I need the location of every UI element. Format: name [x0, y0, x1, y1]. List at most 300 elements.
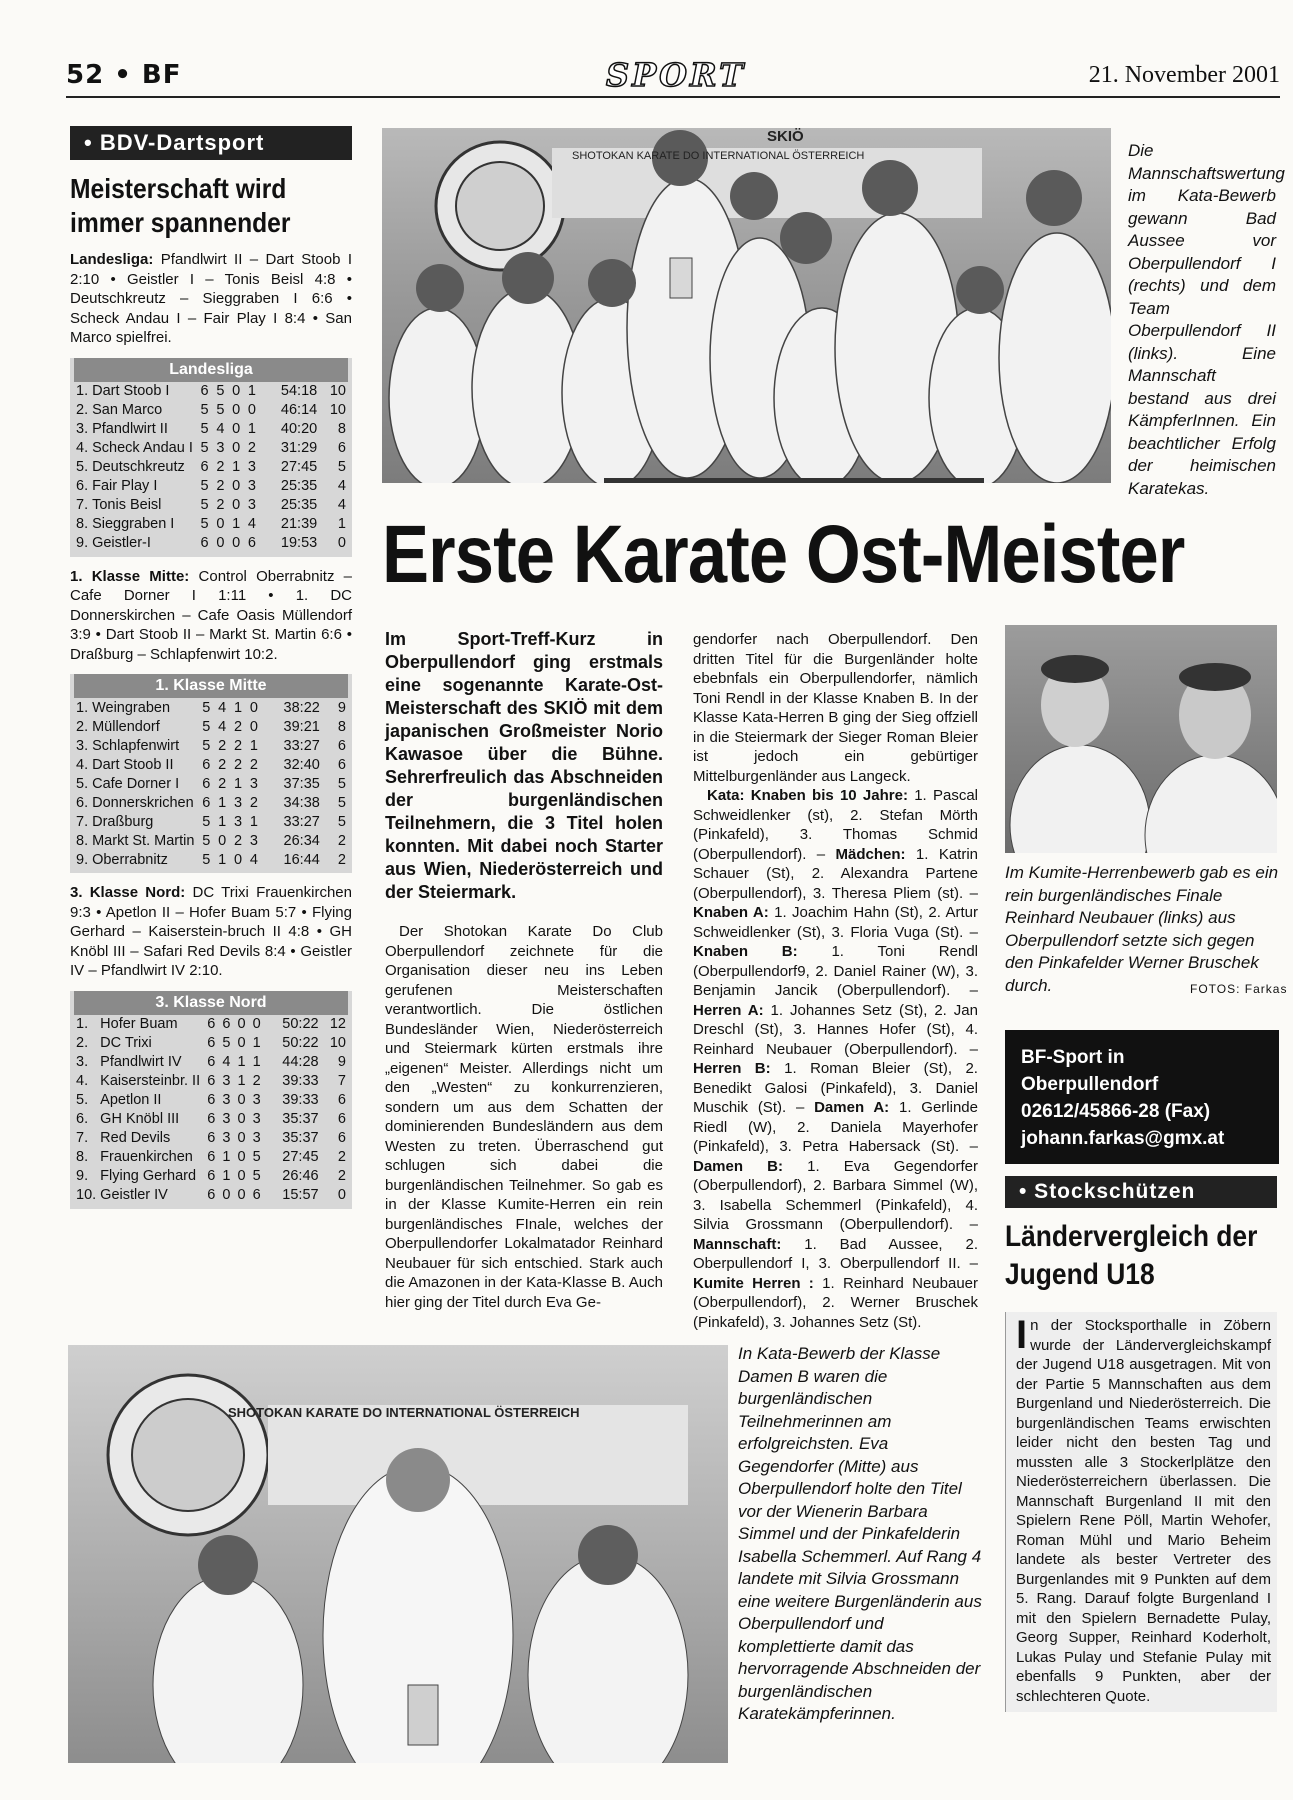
cell-score: 39:21: [283, 718, 320, 735]
result-category: Mädchen:: [835, 845, 906, 863]
cell-drawn: 0: [232, 383, 241, 399]
cell-drawn: 0: [232, 497, 241, 513]
cell-played: 5: [202, 737, 211, 754]
cell-lost: 3: [252, 1130, 261, 1146]
cell-score: 37:35: [283, 775, 320, 792]
table-landesliga: [70, 358, 352, 557]
darts-mitte-results: [70, 567, 352, 665]
cell-points: 10: [329, 402, 346, 418]
stock-kicker: • Stockschützen: [1005, 1176, 1277, 1208]
cell-rank: 7.: [76, 1130, 89, 1146]
cell-played: 6: [207, 1092, 216, 1108]
cell-played: 5: [200, 421, 209, 437]
table-title: 1. Klasse Mitte: [74, 674, 348, 698]
cell-played: 5: [200, 440, 209, 456]
table-row: [74, 774, 348, 793]
damen-photo-caption: In Kata-Bewerb der Klasse Damen B waren die burgenländischen Teilnehmerinnen am erfolgreichsten. Eva Gegendorfer (Mitte) aus Oberpullendorf holte den Titel vor der Wienerin Barbara Simmel und der Pinkafelderin Isabella Schemmerl. Auf Rang 4 landete mit Silvia Grossmann eine weitere Burgenländerin aus Oberpullendorf und komplettierte damit das hervorragende Abschneiden der burgenländischen Karatekämpferinnen.: [738, 1344, 982, 1723]
cell-won: 4: [218, 718, 227, 735]
infobox-email: johann.farkas@gmx.at: [1021, 1128, 1225, 1149]
cell-team-name: Hofer Buam: [100, 1016, 178, 1032]
cell-points: 5: [337, 794, 346, 811]
cell-drawn: 0: [232, 421, 241, 437]
cell-won: 2: [216, 459, 225, 475]
cell-played: 6: [207, 1130, 216, 1146]
cell-played: 6: [200, 383, 209, 399]
cell-drawn: 0: [237, 1035, 246, 1051]
cell-lost: 2: [249, 756, 258, 773]
kumite-photo: [1005, 625, 1277, 853]
darts-intro-text: Pfandlwirt II – Dart Stoob I 2:10 • Geistler I – Tonis Beisl 4:8 • Deutschkreutz – Sieggraben I 6:6 • Scheck Andau I – Fair Play I 8:4 • San Marco spielfrei.: [70, 251, 353, 346]
drop-cap: I: [1016, 1313, 1028, 1357]
cell-rank: 2.: [76, 1035, 89, 1051]
cell-team-name: Scheck Andau I: [92, 440, 193, 456]
cell-team-name: Flying Gerhard: [100, 1168, 197, 1184]
cell-drawn: 2: [233, 756, 243, 773]
cell-played: 6: [207, 1073, 216, 1089]
karate-column-2: [693, 630, 978, 1332]
cell-played: 5: [202, 813, 211, 830]
table-nord: [70, 991, 352, 1209]
table-row: [74, 1148, 348, 1167]
cell-won: 4: [218, 699, 227, 716]
damen-photo: [68, 1345, 728, 1763]
cell-points: 9: [337, 699, 346, 716]
table-row: [74, 534, 348, 553]
cell-won: 3: [222, 1073, 231, 1089]
cell-won: 3: [222, 1092, 231, 1108]
cell-won: 2: [218, 737, 227, 754]
table-row: [74, 1053, 348, 1072]
stock-body: [1005, 1312, 1277, 1712]
cell-won: 4: [222, 1054, 231, 1070]
stock-column: [1005, 1176, 1277, 1712]
cell-won: 3: [216, 440, 225, 456]
cell-drawn: 0: [237, 1092, 246, 1108]
table-row: [74, 698, 348, 717]
cell-points: 7: [337, 1073, 346, 1089]
table-row: [74, 1186, 348, 1205]
table-row: [74, 1091, 348, 1110]
cell-won: 5: [216, 402, 225, 418]
cell-lost: 3: [252, 1092, 261, 1108]
cell-drawn: 1: [237, 1073, 246, 1089]
cell-played: 5: [200, 516, 209, 532]
cell-team-name: Pfandlwirt II: [92, 421, 168, 437]
page-number: 52 • BF: [66, 60, 182, 90]
result-category: Knaben B:: [693, 943, 798, 960]
karate-lead: Im Sport-Treff-Kurz in Oberpullendorf ging erstmals eine sogenannte Karate-Ost-Meisterschaft des SKIÖ mit dem japanischen Großmeister Norio Kawasoe über die Bühne. Sehrerfreulich das Abschneiden der burgenländischen Teilnehmern, die 3 Titel holen konnten. Mit dabei noch Starter aus Wien, Niederösterreich und der Steiermark.: [385, 629, 663, 902]
cell-won: 2: [218, 775, 227, 792]
cell-rank: 2.: [76, 402, 89, 418]
cell-won: 5: [216, 383, 225, 399]
cell-lost: 6: [247, 535, 256, 551]
cell-drawn: 1: [233, 699, 243, 716]
cell-drawn: 0: [237, 1149, 246, 1165]
cell-won: 1: [218, 851, 227, 868]
cell-lost: 3: [247, 497, 256, 513]
cell-lost: 4: [247, 516, 256, 532]
stock-text: n der Stocksporthalle in Zöbern wurde der Ländervergleichskampf der Jugend U18 ausgetragen. Mit von der Partie 5 Mannschaften aus dem Burgenland und Niederösterreich. Die burgenländischen Teams erwischten leider nicht den besten Tag und mussten alle 3 Stockerlplätze den Niederösterreichern überlassen. Die Mannschaft Burgenland II mit den Spielern Rene Pöll, Martin Wehofer, Roman Mühl und Mario Beheim landete als bester Vertreter des Burgenlandes mit 9 Punkten auf dem 5. Rang. Darauf folgte Burgenland I mit den Spielern Bernadette Pulay, Georg Supper, Reinhard Koderholt, Lukas Pulay und Stefanie Pulay mit ebenfalls 9 Punkten, aber der schlechteren Quote.: [1016, 1317, 1271, 1705]
table-title: Landesliga: [74, 358, 348, 382]
cell-rank: 3.: [76, 1054, 89, 1070]
cell-team-name: Donnerskrichen: [92, 794, 194, 811]
cell-score: 35:37: [282, 1111, 319, 1127]
cell-played: 6: [200, 459, 209, 475]
cell-score: 33:27: [283, 737, 320, 754]
table-row: [74, 496, 348, 515]
cell-played: 6: [207, 1187, 216, 1203]
cell-won: 2: [218, 756, 227, 773]
cell-won: 1: [222, 1168, 231, 1184]
cell-lost: 2: [247, 440, 256, 456]
cell-points: 8: [337, 718, 346, 735]
cell-lost: 3: [249, 832, 258, 849]
cell-won: 5: [222, 1035, 231, 1051]
cell-rank: 5.: [76, 1092, 89, 1108]
table-row: [74, 1015, 348, 1034]
table-row: [74, 736, 348, 755]
cell-score: 39:33: [282, 1092, 319, 1108]
darts-intro-label: Landesliga:: [70, 251, 154, 268]
cell-score: 15:57: [282, 1187, 319, 1203]
table-row: [74, 812, 348, 831]
table-row: [74, 477, 348, 496]
table-row: [74, 755, 348, 774]
table-row: [74, 793, 348, 812]
table-row: [74, 1129, 348, 1148]
cell-score: 25:35: [280, 478, 318, 494]
cell-team-name: DC Trixi: [100, 1035, 152, 1051]
cell-team-name: Dart Stoob II: [92, 756, 174, 773]
cell-points: 2: [337, 1168, 346, 1184]
cell-team-name: Kaisersteinbr. II: [100, 1073, 201, 1089]
cell-points: 0: [337, 1187, 346, 1203]
cell-score: 33:27: [283, 813, 320, 830]
table-row: [74, 458, 348, 477]
cell-won: 0: [216, 535, 225, 551]
cell-won: 1: [218, 813, 227, 830]
cell-played: 6: [202, 794, 211, 811]
cell-drawn: 0: [232, 402, 241, 418]
cell-lost: 0: [249, 718, 258, 735]
cell-drawn: 0: [237, 1130, 246, 1146]
result-text: 1. Joachim Hahn (St), 2. Artur Schweidlenker (St), 3. Floria Vuga (St). –: [693, 904, 978, 941]
cell-rank: 9.: [76, 535, 89, 551]
cell-lost: 2: [249, 794, 258, 811]
result-category: Kata: Knaben bis 10 Jahre:: [707, 787, 908, 804]
darts-mitte-text: Control Oberrabnitz – Cafe Dorner I 1:11 • 1. DC Donnerskirchen – Cafe Oasis Müllendorf 3:9 • Dart Stoob II – Markt St. Martin 6:6 • Draßburg – Schlapfenwirt 10:2.: [70, 567, 352, 663]
cell-played: 5: [200, 497, 209, 513]
cell-won: 3: [222, 1111, 231, 1127]
cell-score: 50:22: [282, 1035, 319, 1051]
cell-played: 5: [200, 478, 209, 494]
cell-points: 0: [337, 535, 346, 551]
cell-drawn: 0: [232, 440, 241, 456]
cell-played: 5: [202, 699, 211, 716]
cell-rank: 7.: [76, 497, 89, 513]
cell-score: 25:35: [280, 497, 318, 513]
cell-team-name: Fair Play I: [92, 478, 158, 494]
cell-points: 4: [337, 478, 346, 494]
cell-played: 6: [207, 1054, 216, 1070]
cell-score: 38:22: [283, 699, 320, 716]
cell-team-name: Draßburg: [92, 813, 154, 830]
cell-points: 5: [337, 775, 346, 792]
result-text: 1. Bad Aussee, 2. Oberpullendorf I, 3. Oberpullendorf II. –: [693, 1235, 978, 1272]
cell-rank: 4.: [76, 440, 89, 456]
cell-played: 6: [207, 1111, 216, 1127]
cell-played: 5: [202, 718, 211, 735]
cell-rank: 8.: [76, 1149, 89, 1165]
cell-points: 5: [337, 813, 346, 830]
table-row: [74, 401, 348, 420]
section-title: SPORT: [606, 56, 746, 94]
cell-drawn: 0: [237, 1187, 246, 1203]
table-row: [74, 717, 348, 736]
cell-rank: 1.: [76, 699, 89, 716]
cell-points: 6: [337, 737, 346, 754]
table-row: [74, 1034, 348, 1053]
cell-score: 39:33: [282, 1073, 319, 1089]
cell-drawn: 0: [232, 535, 241, 551]
standings-table: [74, 698, 348, 869]
cell-lost: 0: [252, 1016, 261, 1032]
page-header: [66, 56, 1280, 98]
cell-won: 2: [216, 497, 225, 513]
team-photo-caption: Die Mannschaftswertung im Kata-Bewerb gewann Bad Aussee vor Oberpullendorf I (rechts) und dem Team Oberpullendorf II (links). Eine Mannschaft bestand aus drei KämpferInnen. Ein beachtlicher Erfolg der heimischen Karatekas.: [1128, 141, 1285, 498]
cell-team-name: Apetlon II: [100, 1092, 162, 1108]
result-category: Damen B:: [693, 1157, 783, 1175]
cell-team-name: GH Knöbl III: [100, 1111, 180, 1127]
infobox-fax: 02612/45866-28 (Fax): [1021, 1101, 1211, 1122]
table-row: [74, 439, 348, 458]
cell-rank: 3.: [76, 421, 89, 437]
cell-rank: 4.: [76, 1073, 89, 1089]
cell-points: 2: [337, 851, 346, 868]
cell-score: 35:37: [282, 1130, 319, 1146]
cell-team-name: Oberrabnitz: [92, 851, 168, 868]
result-text: 1. Gerlinde Riedl (W), 2. Daniela Mayerhofer (Pinkafeld), 3. Petra Habersack (St). –: [693, 1099, 978, 1155]
cell-points: 5: [337, 459, 346, 475]
cell-rank: 4.: [76, 756, 89, 773]
result-category: Damen A:: [814, 1099, 890, 1116]
karate-results: [693, 786, 978, 1332]
cell-points: 4: [337, 497, 346, 513]
darts-nord-text: DC Trixi Frauenkirchen 9:3 • Apetlon II – Hofer Buam 5:7 • Flying Gerhard – Kaiserstein-bruch II 4:8 • GH Knöbl III – Safari Red Devils 8:4 • Geistler IV – Pfandlwirt IV 2:10.: [70, 884, 352, 979]
kumite-photo-caption: Im Kumite-Herrenbewerb gab es ein rein burgenländisches Finale Reinhard Neubauer (links) aus Oberpullendorf setzte sich gegen den Pinkafelder Werner Bruschek durch.: [1005, 863, 1279, 995]
cell-score: 46:14: [280, 402, 318, 418]
result-text: 1. Eva Gegendorfer (Oberpullendorf), 2. Barbara Simmel (W), 3. Isabella Schemmerl (Pinkafeld), 4. Silvia Grossmann (Oberpullendorf). –: [693, 1157, 978, 1233]
team-photo-image: [382, 128, 1111, 483]
cell-rank: 3.: [76, 737, 89, 754]
cell-played: 6: [207, 1149, 216, 1165]
issue-date: 21. November 2001: [1088, 62, 1280, 88]
cell-played: 6: [207, 1016, 216, 1032]
cell-team-name: Geistler IV: [100, 1187, 168, 1203]
cell-drawn: 1: [232, 459, 241, 475]
table-mitte: [70, 674, 352, 873]
darts-nord-results: [70, 883, 352, 981]
cell-points: 6: [337, 440, 346, 456]
cell-rank: 10.: [76, 1187, 97, 1203]
result-category: Herren A:: [693, 1001, 764, 1019]
karate-column-1: [385, 628, 663, 1312]
cell-drawn: 0: [233, 851, 243, 868]
cell-lost: 1: [249, 813, 258, 830]
karate-headline: Erste Karate Ost-Meister: [382, 509, 1185, 600]
cell-lost: 3: [247, 459, 256, 475]
cell-drawn: 3: [233, 794, 243, 811]
cell-lost: 1: [247, 421, 256, 437]
cell-lost: 1: [249, 737, 258, 754]
cell-team-name: Red Devils: [100, 1130, 171, 1146]
team-photo: [382, 128, 1111, 483]
cell-points: 6: [337, 1111, 346, 1127]
cell-lost: 3: [249, 775, 258, 792]
cell-lost: 5: [252, 1168, 261, 1184]
cell-rank: 8.: [76, 832, 89, 849]
cell-lost: 0: [249, 699, 258, 716]
cell-team-name: Geistler-I: [92, 535, 151, 551]
result-text: 1. Reinhard Neubauer (Oberpullendorf), 2. Werner Bruschek (Pinkafeld), 3. Johannes Setz (St).: [693, 1274, 978, 1331]
karate-body-1: Der Shotokan Karate Do Club Oberpullendorf zeichnete für die Organisation dieser neu ins Leben gerufenen Meisterschaften verantwortlich. Die östlichen Bundesländer Wien, Niederösterreich und Steiermark kürten erstmals ihre „eigenen“ Meister. Allerdings nicht um den „Westen“ zu konkurrenzieren, sondern um aus dem Schatten der dominierenden Bundesländern aus dem Westen zu treten. Überraschend gut schlugen sich dabei die burgenländischen Teilnehmer. So gab es in der Klasse Kumite-Herren ein rein burgenländisches FInale, welches der Oberpullendorfer Lokalmatador Reinhard Neubauer für sich entschied. Stark auch die Amazonen in der Kata-Klasse B. Auch hier ging der Titel durch Eva Ge-: [385, 923, 663, 1311]
table-row: [74, 1167, 348, 1186]
cell-score: 27:45: [280, 459, 318, 475]
cell-score: 27:45: [282, 1149, 319, 1165]
infobox-title: BF-Sport in Oberpullendorf: [1021, 1047, 1159, 1095]
cell-team-name: San Marco: [92, 402, 163, 418]
cell-rank: 6.: [76, 478, 89, 494]
cell-team-name: Schlapfenwirt: [92, 737, 180, 754]
cell-played: 5: [200, 402, 209, 418]
result-text: 1. Katrin Schauer (St), 2. Alexandra Partene (Oberpullendorf), 3. Theresa Pliem (st). –: [693, 845, 978, 902]
cell-rank: 9.: [76, 1168, 89, 1184]
darts-column: [70, 126, 352, 1209]
cell-rank: 2.: [76, 718, 89, 735]
cell-lost: 6: [252, 1187, 261, 1203]
table-row: [74, 1110, 348, 1129]
cell-drawn: 3: [233, 813, 243, 830]
cell-lost: 2: [252, 1073, 261, 1089]
result-text: 1. Pascal Schweidlenker (st), 2. Stefan Mörth (Pinkafeld), 3. Thomas Schmid (Oberpullendorf). –: [693, 787, 978, 863]
cell-won: 0: [216, 516, 225, 532]
cell-lost: 1: [252, 1035, 261, 1051]
photo-credit: FOTOS: Farkas: [1190, 982, 1288, 996]
cell-team-name: Sieggraben I: [92, 516, 175, 532]
cell-rank: 6.: [76, 794, 89, 811]
cell-won: 1: [218, 794, 227, 811]
cell-won: 2: [216, 478, 225, 494]
cell-lost: 1: [252, 1054, 261, 1070]
cell-team-name: Pfandlwirt IV: [100, 1054, 182, 1070]
darts-headline: Meisterschaft wird immer spannender: [70, 173, 291, 238]
cell-won: 3: [222, 1130, 231, 1146]
cell-won: 0: [218, 832, 227, 849]
stock-headline: Ländervergleich der Jugend U18: [1005, 1220, 1258, 1291]
cell-lost: 1: [247, 383, 256, 399]
table-row: [74, 831, 348, 850]
cell-rank: 1.: [76, 1016, 89, 1032]
kumite-photo-image: [1005, 625, 1277, 853]
cell-score: 50:22: [282, 1016, 319, 1032]
table-row: [74, 420, 348, 439]
cell-rank: 1.: [76, 383, 89, 399]
cell-played: 6: [207, 1168, 216, 1184]
darts-nord-label: 3. Klasse Nord:: [70, 884, 186, 901]
table-row: [74, 850, 348, 869]
cell-team-name: Frauenkirchen: [100, 1149, 193, 1165]
cell-rank: 5.: [76, 459, 89, 475]
cell-lost: 5: [252, 1149, 261, 1165]
standings-table: [74, 1015, 348, 1205]
cell-drawn: 2: [233, 832, 243, 849]
result-text: 1. Roman Bleier (St), 2. Benedikt Galosi (Pinkafeld), 3. Daniel Muschik (St). –: [693, 1060, 978, 1116]
cell-won: 1: [222, 1149, 231, 1165]
result-category: Kumite Herren :: [693, 1274, 814, 1292]
cell-team-name: Cafe Dorner I: [92, 775, 180, 792]
standings-table: [74, 382, 348, 553]
banner-text: SHOTOKAN KARATE DO INTERNATIONAL ÖSTERREICH: [572, 150, 865, 162]
cell-points: 6: [337, 1130, 346, 1146]
cell-score: 40:20: [280, 421, 318, 437]
banner-text: SHOTOKAN KARATE DO INTERNATIONAL ÖSTERREICH: [228, 1405, 580, 1420]
cell-won: 0: [222, 1187, 231, 1203]
cell-won: 4: [216, 421, 225, 437]
cell-rank: 7.: [76, 813, 89, 830]
cell-won: 6: [222, 1016, 231, 1032]
result-text: 1. Toni Rendl (Oberpullendorf9, 2. Daniel Rainer (W), 3. Benjamin Jancik (Oberpullendorf). –: [693, 943, 979, 999]
table-row: [74, 382, 348, 401]
cell-drawn: 1: [232, 516, 241, 532]
cell-team-name: Müllendorf: [92, 718, 160, 735]
cell-score: 16:44: [283, 851, 320, 868]
table-row: [74, 1072, 348, 1091]
table-title: 3. Klasse Nord: [74, 991, 348, 1015]
cell-rank: 6.: [76, 1111, 89, 1127]
cell-lost: 3: [247, 478, 256, 494]
cell-played: 5: [202, 851, 211, 868]
cell-drawn: 0: [237, 1168, 246, 1184]
contact-infobox: [1005, 1030, 1279, 1164]
cell-rank: 5.: [76, 775, 89, 792]
cell-points: 12: [329, 1016, 346, 1032]
cell-score: 26:46: [282, 1168, 319, 1184]
result-category: Herren B:: [693, 1060, 771, 1077]
result-text: 1. Johannes Setz (St), 2. Jan Dreschl (St), 3. Hannes Hofer (St), 4. Reinhard Neubauer (Oberpullendorf). –: [693, 1001, 978, 1058]
cell-score: 44:28: [282, 1054, 319, 1070]
darts-intro: [70, 250, 352, 348]
cell-played: 6: [202, 756, 211, 773]
cell-lost: 3: [252, 1111, 261, 1127]
darts-mitte-label: 1. Klasse Mitte:: [70, 567, 190, 585]
cell-score: 34:38: [283, 794, 320, 811]
cell-rank: 8.: [76, 516, 89, 532]
cell-drawn: 1: [233, 775, 243, 792]
cell-drawn: 2: [233, 718, 243, 735]
cell-score: 54:18: [280, 383, 318, 399]
cell-points: 10: [329, 1035, 346, 1051]
cell-score: 19:53: [280, 535, 318, 551]
cell-points: 2: [337, 1149, 346, 1165]
darts-kicker: • BDV-Dartsport: [70, 126, 352, 160]
cell-team-name: Markt St. Martin: [92, 832, 195, 849]
cell-score: 21:39: [280, 516, 318, 532]
karate-body-2: gendorfer nach Oberpullendorf. Den dritten Titel für die Burgenländer holte ebebnfals ein Oberpullendorfer, nämlich Toni Rendl in der Klasse Knaben B. In der Klasse Kata-Herren B ging der Sieg offziell in die Steiermark der Sieger Roman Bleier ist jedoch ein gebürtiger Mittelburgenländer aus Langeck.: [693, 631, 978, 785]
cell-drawn: 0: [232, 478, 241, 494]
cell-played: 6: [200, 535, 209, 551]
cell-drawn: 2: [233, 737, 243, 754]
result-category: Mannschaft:: [693, 1235, 782, 1253]
